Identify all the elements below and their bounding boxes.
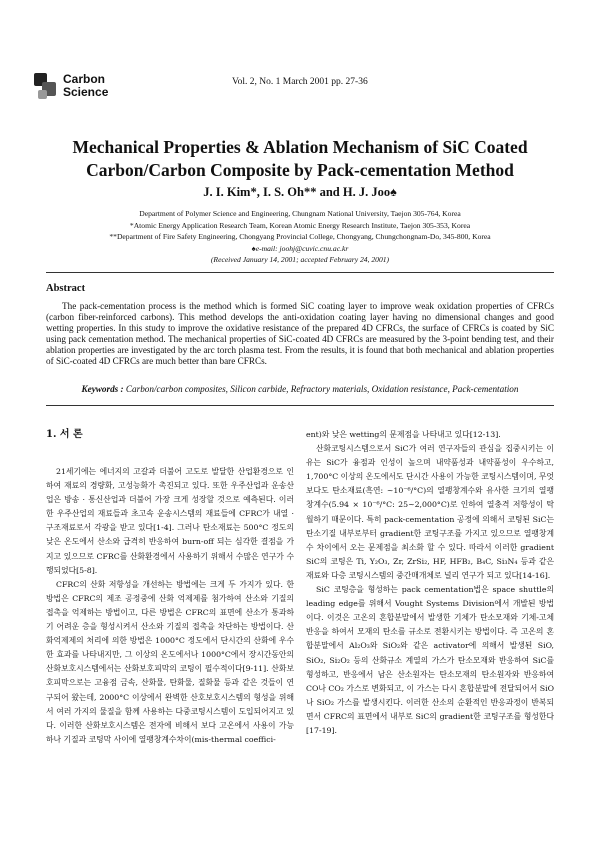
logo-text	[63, 73, 108, 99]
logo-line2: Science	[63, 85, 109, 99]
affiliations	[40, 208, 560, 266]
abstract-bottom-rule	[46, 405, 554, 406]
title-line2: Carbon/Carbon Composite by Pack-cementation Method	[86, 160, 514, 180]
logo-line1: Carbon	[63, 72, 105, 86]
abstract-top-rule	[46, 272, 554, 273]
intro-paragraph-1: 21세기에는 에너지의 고갈과 더불어 고도로 발달한 산업환경으로 인하여 재료의 경량화, 고성능화가 촉진되고 있다. 또한 우주산업과 운송산업은 방송 · 통신산업과 더불어 가장 크게 성장할 것으로 예측된다. 이러한 우주산업의 재료들과 초고속 운송시스템의 재료들에 CFRC가 내열 · 구조재료로서 각광을 받고 있다[1-4]. 그러나 탄소재료는 500°C 정도의 낮은 온도에서 산소와 급격히 반응하여 burn-off 되는 심각한 결점을 가지고 있으므로 CFRC를 산화환경에서 사용하기 위해서 수많은 연구가 수행되었다[5-8].	[46, 467, 294, 575]
keywords-text: Carbon/carbon composites, Silicon carbide, Refractory materials, Oxidation resistance, Pack-cementation	[123, 384, 519, 394]
affiliation-dept: Department of Polymer Science and Engineering, Chungnam National University, Taejon 305-764, Korea	[139, 209, 461, 218]
contact-email: ♠e-mail: joohj@cuvic.cnu.ac.kr	[251, 243, 349, 253]
intro-paragraph-continued: ent)와 낮은 wetting의 문제점을 나타내고 있다[12-13].	[306, 430, 501, 439]
keywords	[46, 384, 554, 394]
left-column	[46, 427, 294, 747]
right-column	[306, 428, 554, 738]
abstract-body: The pack-cementation process is the method which is formed SiC coating layer to improve weak oxidation properties of CFRCs (carbon fiber-reinforced carbons). This method develops the anti-oxidation coating layer having no dimensional changes and good wetting properties. In this study to improve the oxidative resistance of the prepared 4D CFRCs, the surface of CFRCs is coated by SiC using pack cementation method. The mechanical properties of SiC-coated 4D CFRCs are measured by the 3-point bending test, and their ablation properties are investigated by the arc torch plasma test. From the results, it is found that both mechanical and ablation properties of SiC-coated 4D CFRCs are much better than bare CFRCs.	[46, 301, 554, 367]
section-heading: 1. 서 론	[46, 429, 83, 440]
title-line1: Mechanical Properties & Ablation Mechanism of SiC Coated	[72, 137, 528, 157]
paper-title	[40, 136, 560, 182]
journal-logo	[34, 73, 108, 103]
carbon-science-logo-icon	[34, 73, 60, 103]
authors: J. I. Kim*, I. S. Oh** and H. J. Joo♠	[203, 185, 397, 199]
intro-paragraph-2: CFRC의 산화 저항성을 개선하는 방법에는 크게 두 가지가 있다. 한 방법은 CFRC의 제조 공정중에 산화 억제제를 첨가하여 산소와 기질의 접촉을 억제하는 방법이고, 다른 방법은 CFRC의 표면에 산소가 통과하기 어려운 층을 형성시켜서 산소와 기질의 접촉을 차단하는 방법이다. 산화억제제의 처리에 의한 방법은 1000°C 정도에서 단시간의 산화에 우수한 효과를 나타내지만, 그 이상의 온도에서나 1000°C에서 장시간동안의 산화보호시스템에서는 산화보호피막의 코팅이 필수적이다[9-11]. 산화보호피막으로는 고융점 금속, 산화물, 탄화물, 질화물 등과 같은 것들이 연구되어 왔는데, 2000°C 이상에서 완벽한 산호보호시스템의 형성을 위해서 여러 가지의 물질을 함께 사용하는 다중코팅시스템이 도입되어지고 있다. 이러한 산화보호시스템은 전자에 비해서 보다 고온에서 사용이 가능하나 기질과 코팅막 사이에 열팽창계수차이(mis-thermal coeffici-	[46, 579, 294, 744]
affiliation-fire: **Department of Fire Safety Engineering, Chongyang Provincial College, Chongyang, Chungchongnam-Do, 345-800, Korea	[109, 232, 491, 242]
journal-info: Vol. 2, No. 1 March 2001 pp. 27-36	[232, 77, 368, 87]
affiliation-atomic: *Atomic Energy Application Research Team, Korean Atomic Energy Research Institute, Taejon 305-353, Korea	[129, 220, 471, 230]
keywords-label: Keywords :	[81, 384, 124, 394]
intro-paragraph-3: 산화코팅시스템으로서 SiC가 여러 연구자들의 관심을 집중시키는 이유는 SiC가 융점과 인성이 높으며 내약품성과 내약품성이 우수하고, 1,700°C 이상의 온도에서도 단시간 사용이 가능한 코팅시스템이며, 무엇보다도 탄소재료(흑연: ~10⁻⁶/°C)의 열팽창계수와 유사한 크기의 열팽창계수(5.94 × 10⁻⁶/°C: 25~2,000°C)로 인하여 열충격 저항성이 탁월하기 때문이다. 특히 pack-cementation 공정에 의해서 코팅된 SiC는 탄소기질 내부로부터 gradient한 코팅구조를 가지고 있으므로 열팽창계수 차이에서 오는 문제점을 최소화 할 수 있다. 따라서 이러한 gradient SiC의 코팅은 Ti, Y₂O₃, Zr, ZrSi₂, HF, HFB₂, B₄C, Si₃N₄ 등과 같은 재료와 다층 코팅시스템의 중간매개체로 널리 연구가 되고 있다[14-16].	[306, 444, 554, 580]
intro-paragraph-4: SiC 코팅층을 형성하는 pack cementation법은 space shuttle의 leading edge를 위해서 Vought Systems Division에서 개발된 방법이다. 이것은 고온의 혼합분말에서 발생한 기체가 탄소모재와 기체-고체 반응을 하여서 모재의 탄소를 규소로 전환시키는 방법이다. 즉 고온의 혼합분말에서 Al₂O₃와 SiO₂와 같은 activator에 의해서 발생된 SiO, SiO₂, Si₂O₂ 등의 산화규소 계열의 가스가 탄소모재와 반응하여 SiC를 형성하고, 반응에서 남은 산소원자는 탄소모재의 탄소원자와 반응하여 CO나 CO₂ 가스로 변화되고, 이 가스는 다시 혼합분말에 전달되어서 SiO나 SiO₂ 가스를 발생시킨다. 이러한 산소의 순환적인 반응과정이 반복되면서 CFRC의 표면에서 내부로 SiC의 gradient한 코팅구조를 형성한다[17-19].	[306, 585, 554, 735]
abstract-heading: Abstract	[46, 283, 86, 294]
received-dates: (Received January 14, 2001; accepted February 24, 2001)	[210, 255, 390, 265]
